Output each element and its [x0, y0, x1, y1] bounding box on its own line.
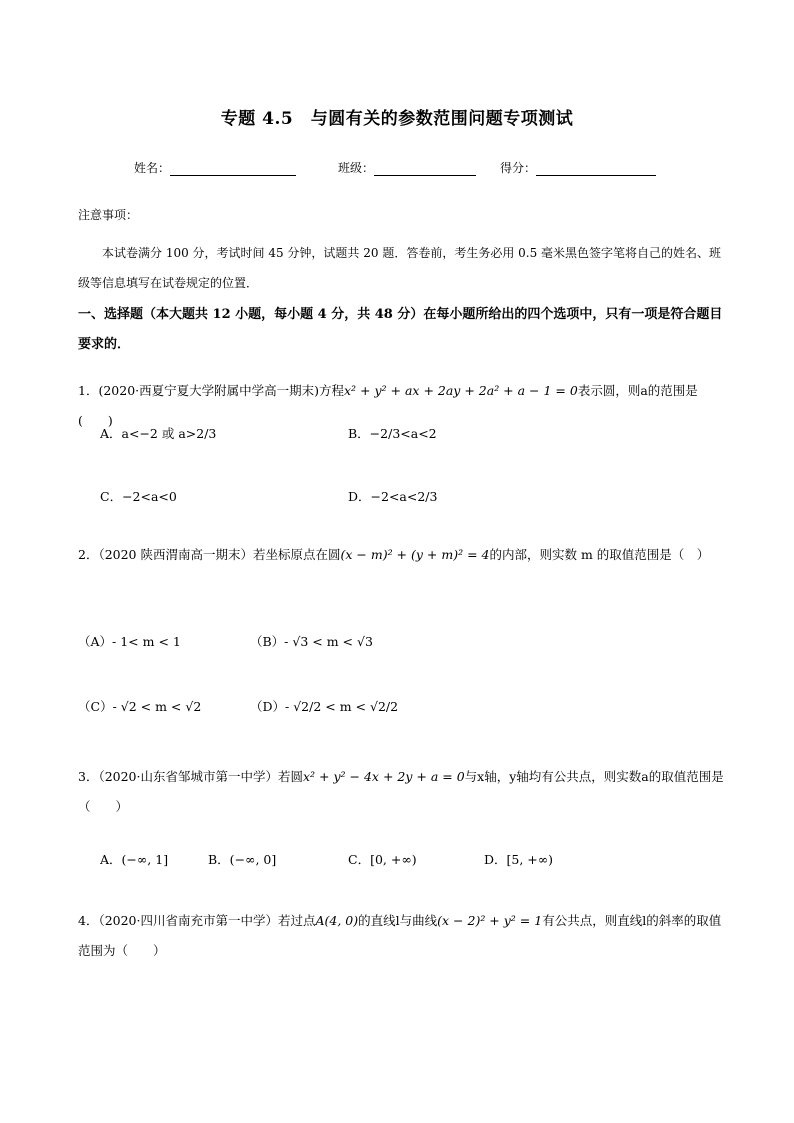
q1-prefix: 1．(2020·西夏宁夏大学附属中学高一期末)方程 — [78, 383, 344, 398]
q2-option-c[interactable]: （C）- √2 < m < √2 — [78, 699, 202, 714]
page-title: 专题 4.5 与圆有关的参数范围问题专项测试 — [220, 109, 574, 129]
q3-option-a[interactable]: A．(−∞, 1] — [100, 852, 169, 867]
name-field[interactable] — [134, 159, 296, 176]
q3-option-b[interactable]: B．(−∞, 0] — [208, 852, 277, 867]
q3-equation: x² + y² − 4x + 2y + a = 0 — [303, 769, 465, 784]
q1-option-a[interactable]: A．a<−2 或 a>2/3 — [100, 426, 217, 441]
class-field[interactable] — [338, 159, 476, 176]
q1-option-c[interactable]: C．−2<a<0 — [100, 489, 177, 504]
q2-option-d[interactable]: （D）- √2/2 < m < √2/2 — [250, 699, 399, 714]
notice-text: 本试卷满分 100 分，考试时间 45 分钟，试题共 20 题．答卷前，考生务必用 0.5 毫米黑色签字笔将自己的姓名、班级等信息填写在试卷规定的位置． — [78, 246, 722, 290]
score-blank[interactable] — [536, 162, 656, 176]
score-field[interactable] — [500, 159, 656, 176]
q3-option-d[interactable]: D．[5, +∞) — [484, 852, 554, 867]
class-label: 班级： — [338, 161, 375, 175]
q2-prefix: 2．（2020 陕西渭南高一期末）若坐标原点在圆 — [78, 547, 341, 562]
score-label: 得分： — [500, 161, 537, 175]
q4-prefix: 4．（2020·四川省南充市第一中学）若过点 — [78, 913, 316, 928]
question-3 — [78, 762, 728, 822]
name-label: 姓名： — [134, 161, 171, 175]
name-blank[interactable] — [170, 162, 296, 176]
q3-suffix: 与x轴，y轴均有公共点，则实数a的取值范围是（ ） — [78, 769, 724, 814]
q2-equation: (x − m)² + (y + m)² = 4 — [340, 547, 490, 562]
notice-heading: 注意事项： — [78, 208, 139, 222]
question-4 — [78, 906, 728, 966]
q2-suffix: 的内部，则实数 m 的取值范围是（ ） — [489, 547, 710, 562]
q2-option-b[interactable]: （B）- √3 < m < √3 — [250, 634, 373, 649]
q3-prefix: 3．（2020·山东省邹城市第一中学）若圆 — [78, 769, 303, 784]
q4-mid: 的直线l与曲线 — [358, 913, 438, 928]
q1-suffix: 表示圆，则a的范围是( ) — [78, 383, 698, 428]
section-heading: 一、选择题（本大题共 12 小题，每小题 4 分，共 48 分）在每小题所给出的四个选项中，只有一项是符合题目要求的． — [78, 307, 723, 352]
q2-option-a[interactable]: （A）- 1< m < 1 — [78, 634, 181, 649]
class-blank[interactable] — [374, 162, 476, 176]
q1-option-b[interactable]: B．−2/3<a<2 — [348, 426, 437, 441]
q4-point: A(4, 0) — [315, 913, 359, 928]
q4-equation: (x − 2)² + y² = 1 — [437, 913, 543, 928]
q4-suffix: 有公共点，则直线l的斜率的取值范围为（ ） — [78, 913, 722, 958]
question-2 — [78, 540, 728, 570]
q1-option-d[interactable]: D．−2<a<2/3 — [348, 489, 438, 504]
q1-equation: x² + y² + ax + 2ay + 2a² + a − 1 = 0 — [344, 383, 578, 398]
q3-option-c[interactable]: C．[0, +∞) — [348, 852, 417, 867]
